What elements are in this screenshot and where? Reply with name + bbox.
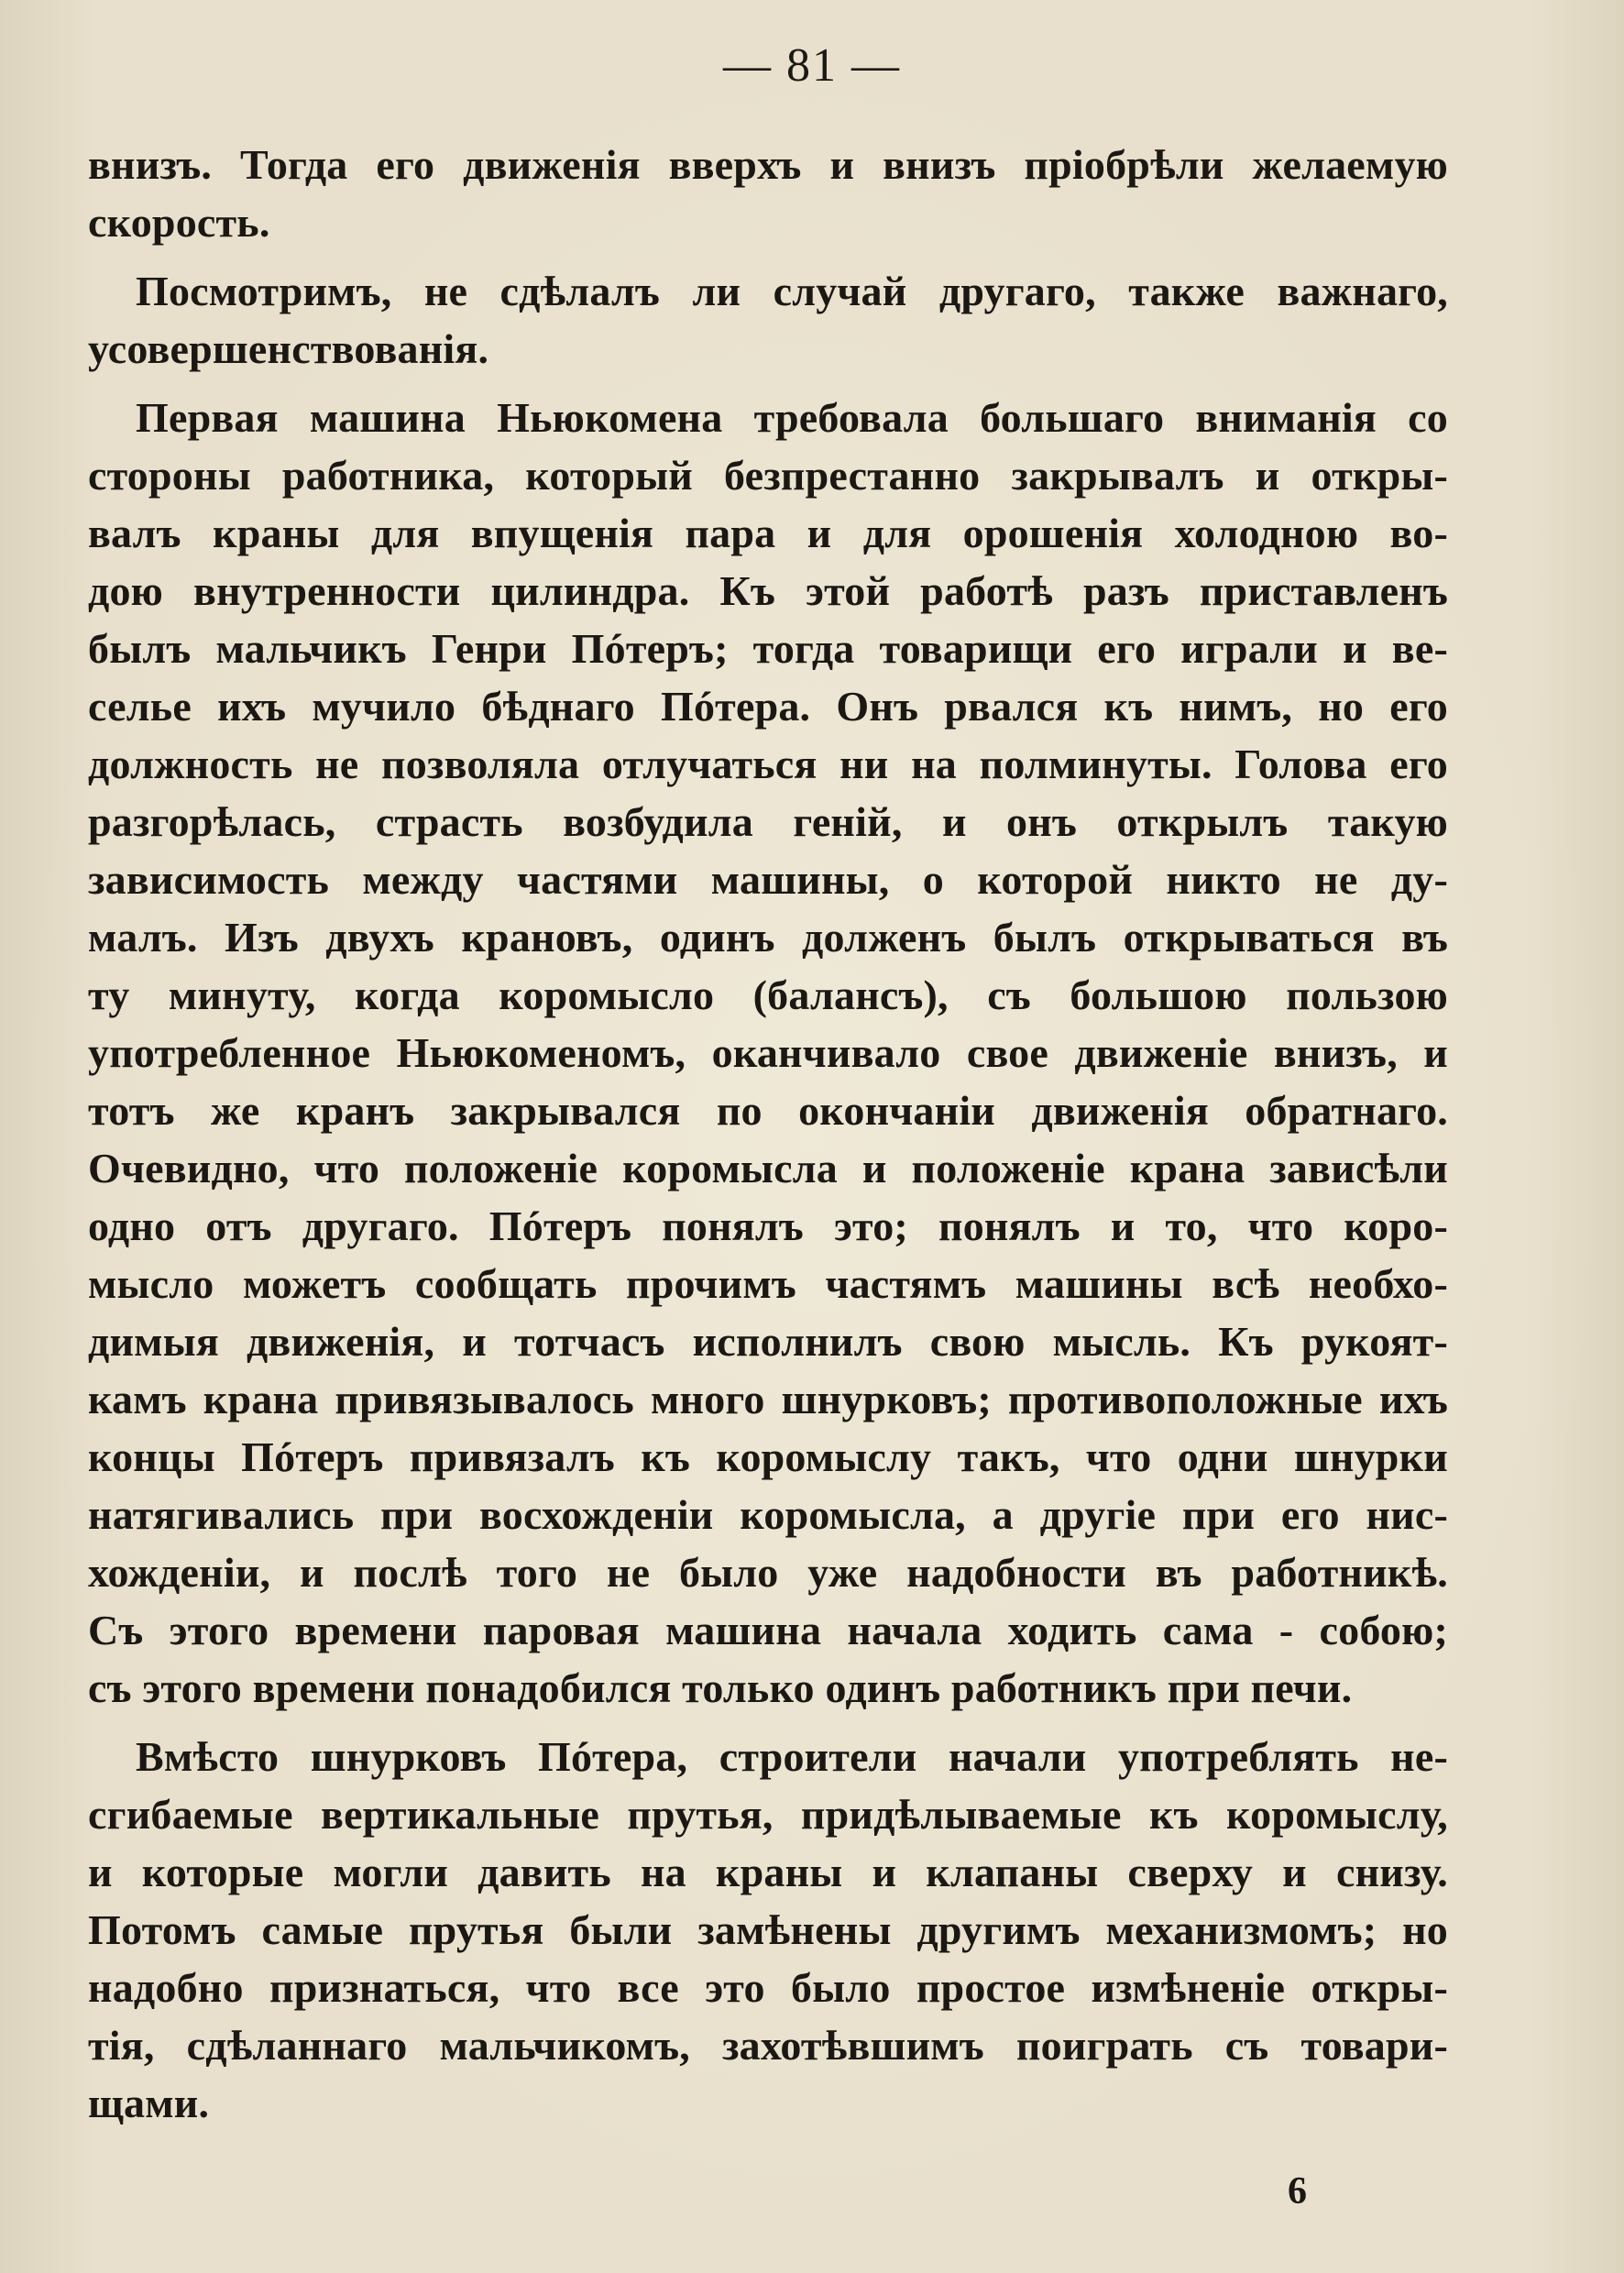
text-line: надобно признаться, что все это было простое измѣненіе откры- [88,1964,1448,2011]
text-line: стороны работника, который безпрестанно закрывалъ и откры- [88,452,1448,499]
text-line: съ этого времени понадобился только одинъ работникъ при печи. [88,1664,1353,1711]
text-line: внизъ. Тогда его движенія вверхъ и внизъ пріобрѣли желаемую [88,141,1448,188]
text-line: натягивались при восхожденіи коромысла, а другіе при его нис- [88,1491,1448,1538]
text-line: Вмѣсто шнурковъ Пóтера, строители начали употреблять не- [136,1733,1448,1780]
text-line: димыя движенія, и тотчасъ исполнилъ свою мысль. Къ рукоят- [88,1318,1448,1365]
body-text [88,136,1448,2132]
paragraph [88,389,1448,1717]
text-line: сгибаемые вертикальные прутья, придѣлываемые къ коромыслу, [88,1791,1448,1838]
text-line: малъ. Изъ двухъ крановъ, одинъ долженъ былъ открываться въ [88,914,1448,961]
text-line: разгорѣлась, страсть возбудила геній, и онъ открылъ такую [88,798,1448,845]
text-line: мысло можетъ сообщать прочимъ частямъ машины всѣ необхо- [88,1260,1448,1307]
text-line: употребленное Ньюкоменомъ, оканчивало свое движеніе внизъ, и [88,1029,1448,1076]
text-line: скорость. [88,199,270,246]
paragraph [88,1728,1448,2132]
text-line: Съ этого времени паровая машина начала ходить сама - собою; [88,1607,1448,1653]
text-line: Очевидно, что положеніе коромысла и положеніе крана зависѣли [88,1145,1448,1191]
text-line: усовершенствованія. [88,325,489,372]
text-line: валъ краны для впущенія пара и для орошенія холодною во- [88,510,1448,556]
text-line: щами. [88,2080,210,2126]
text-line: ту минуту, когда коромысло (балансъ), съ большою пользою [88,972,1448,1018]
page-number-header: — 81 — [723,39,901,92]
text-line: Посмотримъ, не сдѣлалъ ли случай другаго, также важнаго, [136,268,1448,314]
text-line: и которые могли давить на краны и клапаны сверху и снизу. [88,1849,1448,1895]
text-line: тія, сдѣланнаго мальчикомъ, захотѣвшимъ поиграть съ товари- [88,2022,1448,2069]
text-line: зависимость между частями машины, о которой никто не ду- [88,856,1448,903]
text-line: тотъ же кранъ закрывался по окончаніи движенія обратнаго. [88,1087,1448,1134]
text-line: селье ихъ мучило бѣднаго Пóтера. Онъ рвался къ нимъ, но его [88,683,1448,730]
paragraph [88,136,1448,251]
text-line: былъ мальчикъ Генри Пóтеръ; тогда товарищи его играли и ве- [88,625,1448,672]
paragraph [88,262,1448,378]
text-line: должность не позволяла отлучаться ни на полминуты. Голова его [88,741,1448,787]
text-line: хожденіи, и послѣ того не было уже надобности въ работникѣ. [88,1549,1448,1596]
text-line: одно отъ другаго. Пóтеръ понялъ это; понялъ и то, что коро- [88,1202,1448,1249]
text-line: Первая машина Ньюкомена требовала большаго вниманія со [136,394,1448,441]
signature-mark: 6 [1288,2170,1307,2213]
text-line: дою внутренности цилиндра. Къ этой работѣ разъ приставленъ [88,567,1448,614]
text-line: камъ крана привязывалось много шнурковъ; противоположные ихъ [88,1376,1448,1422]
text-line: Потомъ самые прутья были замѣнены другимъ механизмомъ; но [88,1906,1448,1953]
text-line: концы Пóтеръ привязалъ къ коромыслу такъ, что одни шнурки [88,1433,1448,1480]
